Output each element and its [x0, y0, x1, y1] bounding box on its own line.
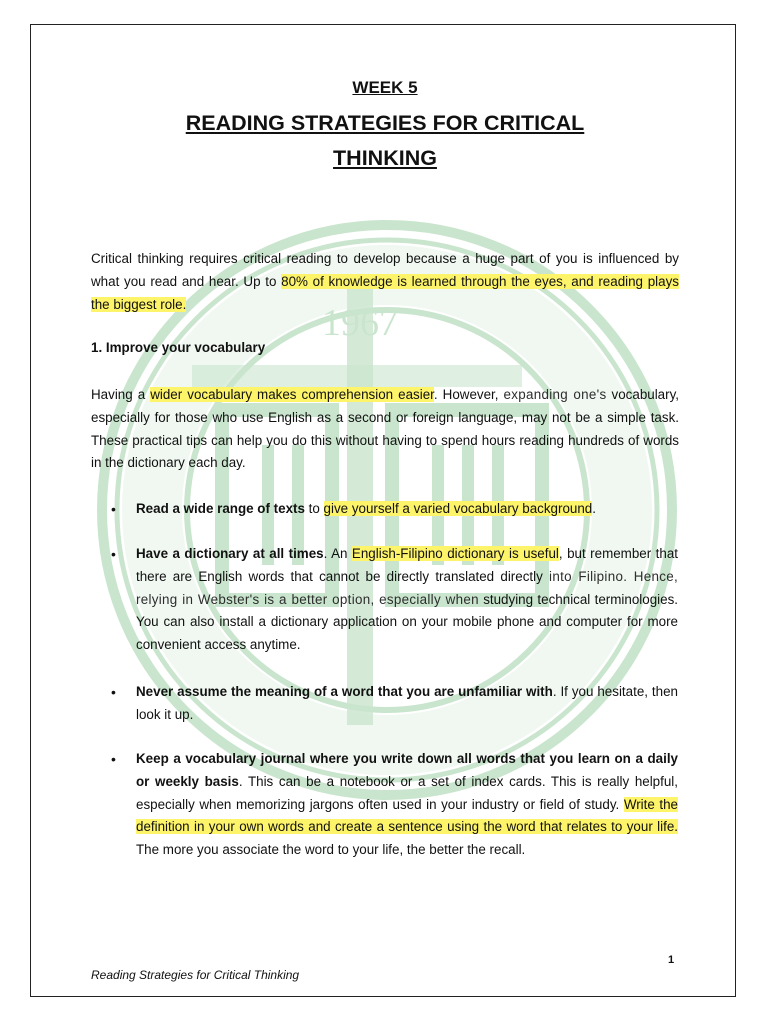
vocab-text-2: . However, [433, 387, 504, 402]
page-number: 1 [668, 954, 675, 966]
running-footer: Reading Strategies for Critical Thinking [91, 968, 300, 982]
bullet-highlight: English-Filipino dictionary is useful [351, 546, 559, 561]
bullet-text: into Filipino. Hence, relying in Webster's is a better option, especially when [136, 568, 678, 607]
title-line-1: READING STRATEGIES FOR CRITICAL [185, 111, 585, 135]
vocab-text-1: Having a [91, 387, 151, 402]
vocabulary-paragraph [91, 384, 679, 475]
bullet-bold: Have a dictionary at all times [136, 546, 324, 561]
vocab-text-4: vocabulary, especially for those who use English as a second or foreign language, may not be a simple task. These practical tips can help you do this without having to spend hours reading hundreds of words in the dictionary each day. [91, 387, 680, 471]
bullet-text: to [304, 501, 324, 516]
bullet-dot: • [111, 751, 116, 767]
bullet-text: , but remember that there are English words that cannot be directly translated directly [136, 546, 678, 584]
bullet-dot: • [111, 546, 116, 562]
bullet-text: The more you associate the word to your life, the better the recall. [136, 842, 526, 858]
title-line-2: THINKING [333, 146, 437, 170]
seal-year: 1967 [322, 302, 398, 344]
bullet-highlight: Write the definition in your own words and create a sentence using the word that relates to your life. [136, 796, 678, 835]
section-heading-vocabulary: 1. Improve your vocabulary [91, 340, 266, 355]
intro-text: Critical thinking requires critical reading to develop because a huge part of you is influenced by what you read and hear. Up to [91, 251, 679, 289]
bullet-text: . An [323, 546, 352, 561]
bullet-dot: • [111, 684, 116, 700]
intro-paragraph [91, 248, 679, 316]
bullet-dot: • [111, 501, 116, 517]
bullet-bold: Keep a vocabulary journal where you write down all words that you learn on a daily or weekly basis [136, 751, 678, 789]
bullet-text: . This can be a notebook or a set of index cards. This is really helpful, especially when memorizing jargons often used in your industry or field of study. [136, 773, 678, 812]
bullet-text: . [592, 501, 596, 516]
page-title [91, 106, 679, 176]
bullet-bold: Never assume the meaning of a word that you are unfamiliar with [136, 684, 553, 699]
bullet-highlight: give yourself a varied vocabulary background [323, 501, 593, 516]
vocab-highlight: wider vocabulary makes comprehension easier [150, 387, 434, 402]
bullet-text: . If you hesitate, then look it up. [136, 684, 678, 722]
vocab-text-3: expanding one's [503, 387, 607, 402]
bullet-text: studying technical terminologies. You can also install a dictionary application on your mobile phone and computer for more convenient access anytime. [136, 591, 679, 653]
intro-highlight: 80% of knowledge is learned through the eyes, and reading plays the biggest role. [91, 273, 679, 312]
bullet-bold: Read a wide range of texts [136, 501, 305, 516]
week-label: WEEK 5 [352, 78, 418, 97]
